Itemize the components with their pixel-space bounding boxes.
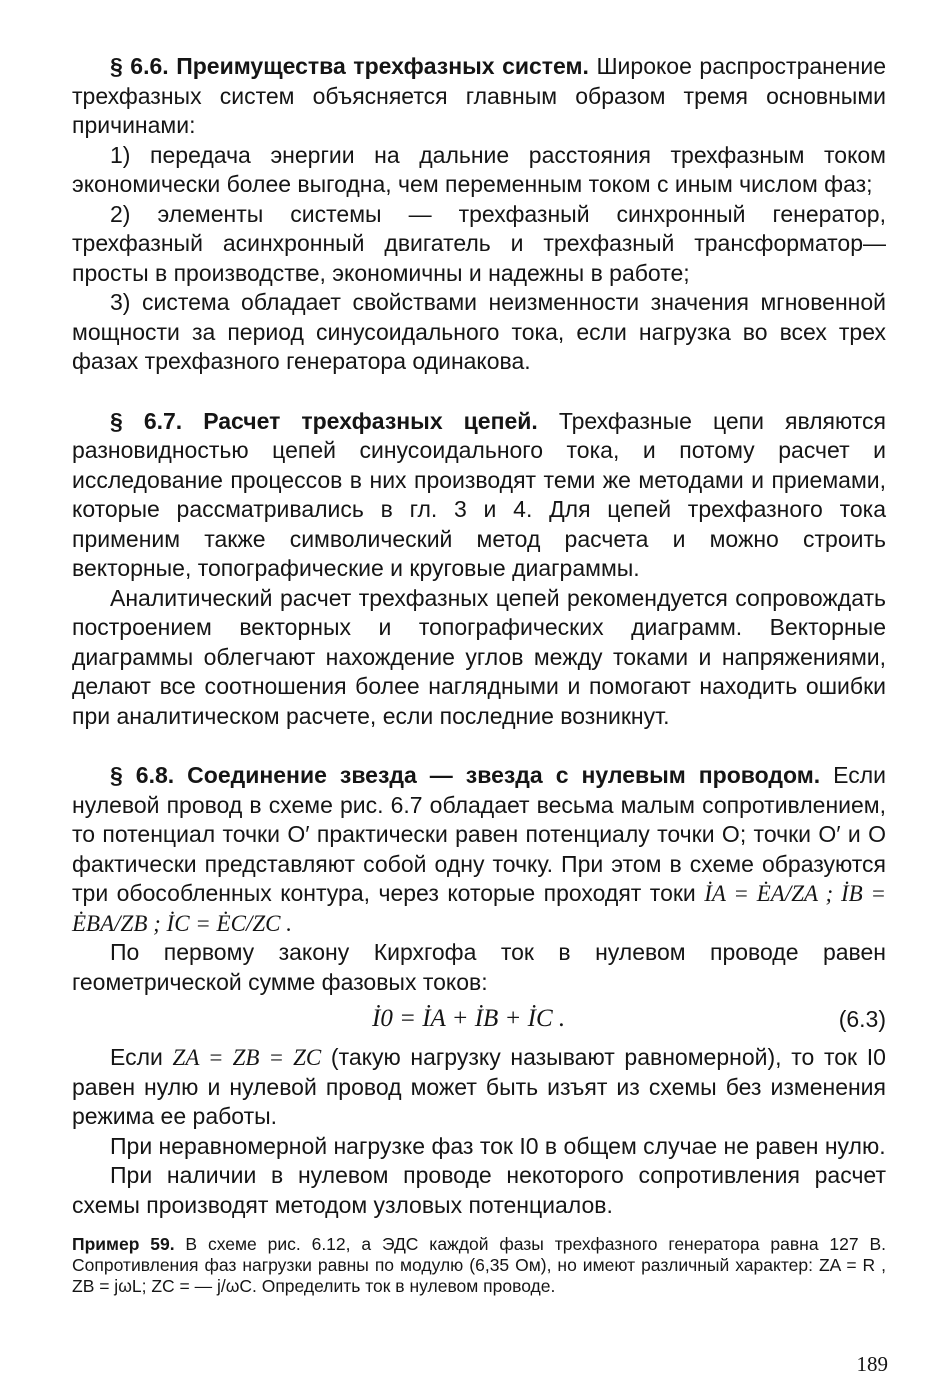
section-6-8 [72, 761, 886, 1220]
section-heading: § 6.7. Расчет трехфазных цепей. [110, 407, 538, 434]
paragraph-text: Широкое распространение трехфазных систем объясняется главным образом тремя основными причинами: [72, 53, 886, 138]
paragraph-text: Если [110, 1044, 173, 1070]
section-6-7 [72, 407, 886, 732]
equation-6-3 [72, 999, 886, 1039]
paragraph-text: Трехфазные цепи являются разновидностью цепей синусоидального тока, и потому расчет и исследование процессов в них производят теми же методами и приемами, которые рассматривались в гл. 3 и 4. Для цепей трехфазного тока применим также символический метод расчета и можно строить векторные, топографические и круговые диаграммы. [72, 407, 886, 581]
inline-formula: ZA = ZB = ZC [172, 1045, 322, 1070]
equation-number: (6.3) [838, 1006, 886, 1032]
example-59 [72, 1234, 886, 1297]
paragraph [72, 1043, 886, 1132]
paragraph: При неравномерной нагрузке фаз ток I0 в общем случае не равен нулю. [110, 1132, 886, 1159]
display-formula: İ0 = İA + İB + İC . [372, 1005, 566, 1032]
paragraph: Аналитический расчет трехфазных цепей рекомендуется сопровождать построением векторных и топографических диаграмм. Векторные диаграммы облегчают нахождение углов между токами и напряжениями, делают все соотношения более наглядными и помогают находить ошибки при аналитическом расчете, если последние возникнут. [72, 584, 886, 729]
paragraph [72, 407, 886, 584]
paragraph: По первому закону Кирхгофа ток в нулевом проводе равен геометрической сумме фазовых токов: [72, 939, 886, 995]
section-heading: § 6.8. Соединение звезда — звезда с нулевым проводом. [110, 762, 821, 788]
inline-formula: İA = ĖA/ZA ; İB = ĖBA/ZB ; İC = ĖC/ZC . [72, 881, 886, 936]
list-item: 2) элементы системы — трехфазный синхронный генератор, трехфазный асинхронный двигатель и трехфазный трансформатор— просты в производстве, экономичны и надежны в работе; [72, 200, 886, 286]
section-6-6 [72, 52, 886, 377]
list-item: 1) передача энергии на дальние расстояния трехфазным током экономически более выгодна, чем переменным током с иным числом фаз; [72, 141, 886, 197]
paragraph [72, 52, 886, 141]
paragraph [72, 761, 886, 938]
section-heading: § 6.6. Преимущества трехфазных систем. [110, 53, 589, 79]
paragraph-text: (такую нагрузку называют равномерной), то ток I0 равен нулю и нулевой провод может быть изъят из схемы без изменения режима ее работы. [72, 1044, 886, 1129]
paragraph-text: Если нулевой провод в схеме рис. 6.7 обладает весьма малым сопротивлением, то потенциал точки O′ практически равен потенциалу точки O; точки O′ и O фактически представляют собой одну точку. При этом в схеме образуются три обособленных контура, через которые проходят токи [72, 762, 886, 906]
page-number: 189 [856, 1352, 888, 1376]
paragraph: При наличии в нулевом проводе некоторого сопротивления расчет схемы производят методом узловых потенциалов. [72, 1162, 886, 1218]
list-item: 3) система обладает свойствами неизменности значения мгновенной мощности за период синусоидального тока, если нагрузка во всех трех фазах трехфазного генератора одинакова. [72, 289, 886, 374]
example-text: В схеме рис. 6.12, а ЭДС каждой фазы трехфазного генератора равна 127 В. Сопротивления фаз нагрузки равны по модулю (6,35 Ом), но имеют различный характер: ZA = R , ZB = jωL; ZC = — j/ωC. Определить ток в нулевом проводе. [72, 1234, 886, 1296]
example-heading: Пример 59. [72, 1234, 175, 1254]
